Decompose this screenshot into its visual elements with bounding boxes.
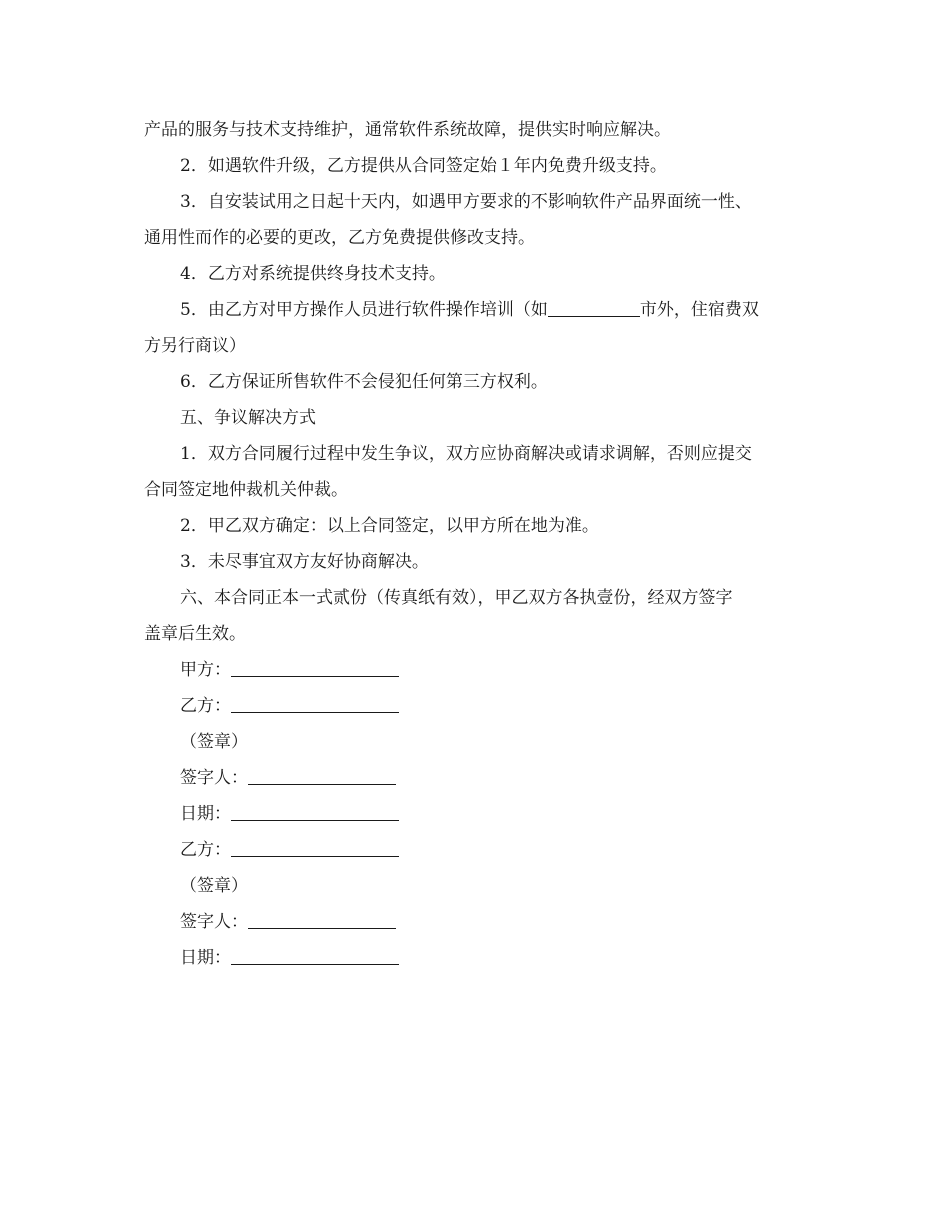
date-label: 日期： (180, 948, 231, 968)
section-heading-dispute-resolution: 五、争议解决方式 (180, 408, 316, 428)
clause-lifetime-support: 4．乙方对系统提供终身技术支持。 (180, 264, 446, 284)
signature-party-b-1 (144, 688, 810, 724)
signer-blank[interactable] (248, 760, 396, 785)
signature-date-1 (144, 796, 810, 832)
party-a-blank[interactable] (231, 652, 399, 677)
clause-training-text-after: 市外，住宿费双 (639, 300, 759, 320)
clause-training-text-before: 5．由乙方对甲方操作人员进行软件操作培训（如 (180, 300, 548, 320)
clause-jurisdiction: 2．甲乙双方确定：以上合同签定，以甲方所在地为准。 (180, 516, 599, 536)
party-b-blank[interactable] (231, 832, 399, 857)
clause-upgrade-support: 2．如遇软件升级，乙方提供从合同签定始１年内免费升级支持。 (180, 156, 667, 176)
seal-label-1: （签章） (180, 732, 248, 752)
party-a-label: 甲方： (180, 660, 231, 680)
clause-training-line1 (144, 292, 810, 328)
seal-label-2: （签章） (180, 876, 248, 896)
signature-signer-2 (144, 904, 810, 940)
date-blank[interactable] (231, 940, 399, 965)
signature-date-2 (144, 940, 810, 976)
date-blank[interactable] (231, 796, 399, 821)
clause-dispute-arbitration-line2: 合同签定地仲裁机关仲裁。 (144, 480, 348, 500)
signature-signer-1 (144, 760, 810, 796)
document-body (144, 112, 810, 976)
training-location-blank[interactable] (548, 292, 640, 317)
clause-dispute-arbitration-line1: 1．双方合同履行过程中发生争议，双方应协商解决或请求调解，否则应提交 (180, 444, 752, 464)
signature-party-b-2 (144, 832, 810, 868)
clause-unresolved-matters: 3．未尽事宜双方友好协商解决。 (180, 552, 429, 572)
clause-third-party-rights: 6．乙方保证所售软件不会侵犯任何第三方权利。 (180, 372, 548, 392)
date-label: 日期： (180, 804, 231, 824)
clause-training-line2: 方另行商议） (144, 336, 246, 356)
signature-party-a (144, 652, 810, 688)
party-b-label: 乙方： (180, 696, 231, 716)
signer-blank[interactable] (248, 904, 396, 929)
party-b-label: 乙方： (180, 840, 231, 860)
signer-label: 签字人： (180, 768, 248, 788)
paragraph-service-support: 产品的服务与技术支持维护，通常软件系统故障，提供实时响应解决。 (144, 120, 671, 140)
party-b-blank[interactable] (231, 688, 399, 713)
clause-modification-support-line2: 通用性而作的必要的更改，乙方免费提供修改支持。 (144, 228, 535, 248)
signer-label: 签字人： (180, 912, 248, 932)
section-contract-copies-line2: 盖章后生效。 (144, 624, 246, 644)
section-contract-copies-line1: 六、本合同正本一式贰份（传真纸有效），甲乙双方各执壹份，经双方签字 (180, 588, 733, 608)
clause-modification-support-line1: 3．自安装试用之日起十天内，如遇甲方要求的不影响软件产品界面统一性、 (180, 192, 752, 212)
